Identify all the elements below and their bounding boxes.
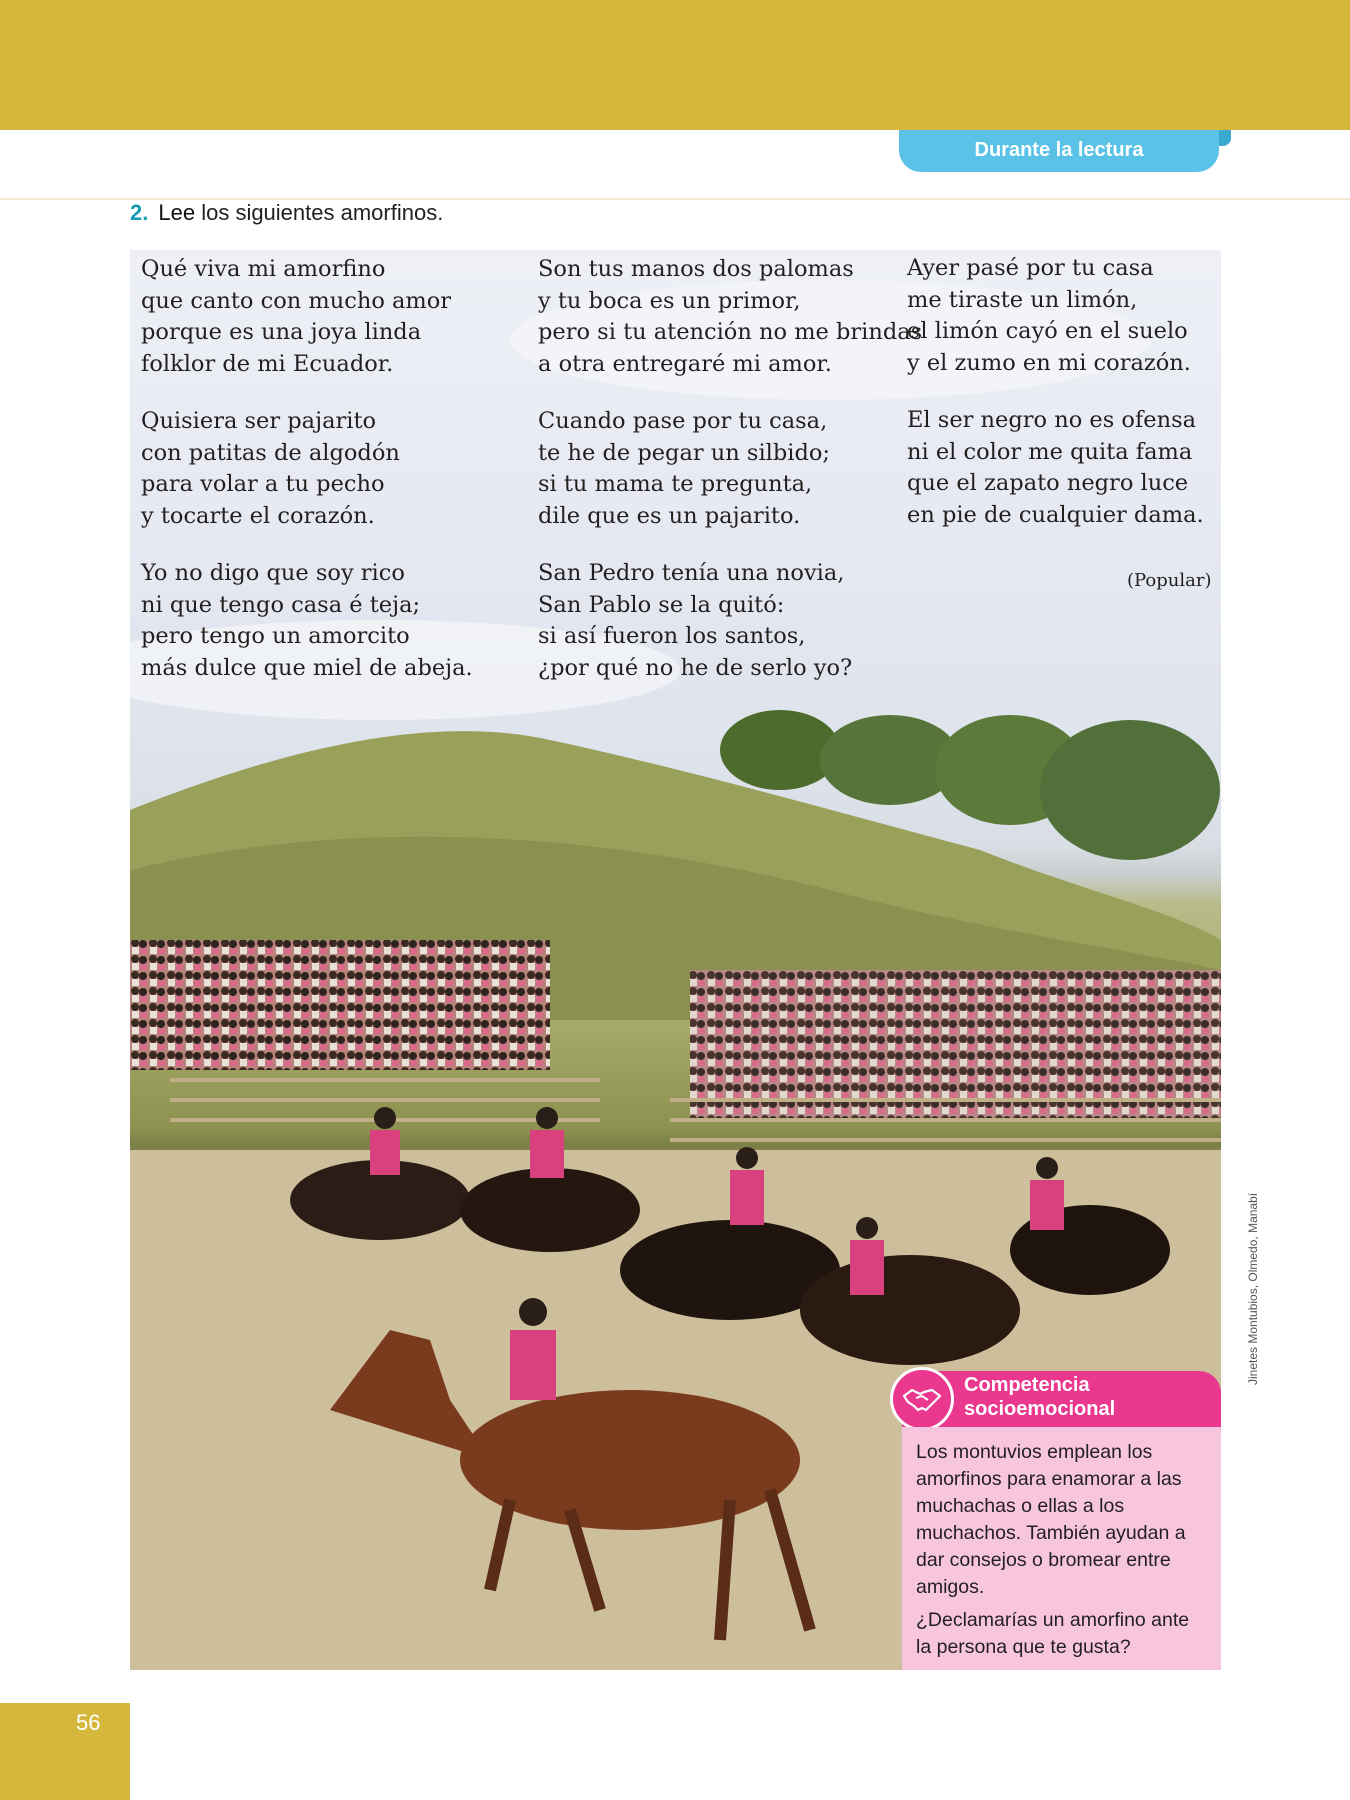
socioemotional-question: ¿Declamarías un amorfino ante la persona que te gusta? [916, 1609, 1190, 1658]
poem-line: en pie de cualquier dama. [907, 501, 1204, 528]
poem-line: ¿por qué no he de serlo yo? [538, 654, 853, 681]
activity-number: 2. [130, 200, 149, 225]
poem-column-3 [907, 253, 1204, 557]
handshake-icon [890, 1367, 954, 1431]
poem-line: porque es una joya linda [141, 319, 422, 345]
poem-line: el limón cayó en el suelo [907, 318, 1188, 344]
socioemotional-header [902, 1371, 1221, 1427]
poem-line: y tu boca es un primor, [538, 287, 801, 314]
stanza [538, 406, 922, 532]
top-color-band [0, 0, 1350, 130]
poem-line: folklor de mi Ecuador. [141, 350, 394, 377]
page-number: 56 [76, 1710, 101, 1735]
stanza [538, 558, 922, 684]
poem-line: Cuando pase por tu casa, [538, 408, 828, 434]
poem-line: te he de pegar un silbido; [538, 439, 830, 466]
poem-line: San Pablo se la quitó: [538, 591, 785, 618]
poem-line: dile que es un pajarito. [538, 502, 801, 529]
poem-column-1 [141, 254, 473, 710]
socioemotional-body [902, 1427, 1221, 1670]
poem-line: Ayer pasé por tu casa [907, 255, 1154, 281]
poem-line: que el zapato negro luce [907, 470, 1189, 496]
poem-line: Son tus manos dos palomas [538, 256, 854, 282]
poem-line: que canto con mucho amor [141, 287, 452, 314]
poem-line: San Pedro tenía una novia, [538, 560, 845, 586]
poem-line: Quisiera ser pajarito [141, 408, 377, 434]
socioemotional-box [902, 1371, 1221, 1670]
poem-attribution: (Popular) [1127, 570, 1212, 591]
stanza [907, 253, 1204, 379]
photo-credit: Jinetes Montubios, Olmedo, Manabí [1246, 1192, 1260, 1385]
poem-line: con patitas de algodón [141, 439, 400, 466]
poem-line: Qué viva mi amorfino [141, 256, 386, 282]
poem-line: y el zumo en mi corazón. [907, 349, 1191, 376]
activity-text: los siguientes amorfinos. [201, 200, 444, 225]
activity-instruction [130, 200, 443, 226]
handshake-svg [902, 1384, 942, 1414]
poem-line: ni el color me quita fama [907, 438, 1193, 465]
socioemotional-title [964, 1373, 1115, 1421]
poem-line: pero si tu atención no me brindas [538, 319, 923, 345]
poem-line: El ser negro no es ofensa [907, 407, 1197, 433]
stanza [141, 406, 473, 532]
poem-line: pero tengo un amorcito [141, 623, 410, 649]
poem-line: Yo no digo que soy rico [141, 560, 405, 586]
poem-line: si tu mama te pregunta, [538, 471, 813, 497]
poem-line: ni que tengo casa é teja; [141, 591, 421, 618]
poem-line: para volar a tu pecho [141, 471, 385, 497]
poem-line: si así fueron los santos, [538, 623, 806, 649]
page-number-box [0, 1703, 130, 1800]
socioemotional-title-line1: Competencia [964, 1374, 1090, 1396]
activity-verb: Lee [158, 200, 196, 225]
socioemotional-paragraph: Los montuvios emplean los amorfinos para enamorar a las muchachas o ellas a los muchachos. También ayudan a dar consejos o bromear entre amigos. [916, 1441, 1186, 1598]
poem-column-2 [538, 254, 922, 710]
section-tab: Durante la lectura [899, 130, 1219, 172]
poem-line: a otra entregaré mi amor. [538, 350, 832, 377]
stanza [141, 558, 473, 684]
poem-line: y tocarte el corazón. [141, 502, 375, 529]
poem-line: más dulce que miel de abeja. [141, 654, 473, 681]
stanza [907, 405, 1204, 531]
poem-line: me tiraste un limón, [907, 286, 1138, 313]
socioemotional-title-line2: socioemocional [964, 1398, 1116, 1420]
stanza [141, 254, 473, 380]
stanza [538, 254, 922, 380]
